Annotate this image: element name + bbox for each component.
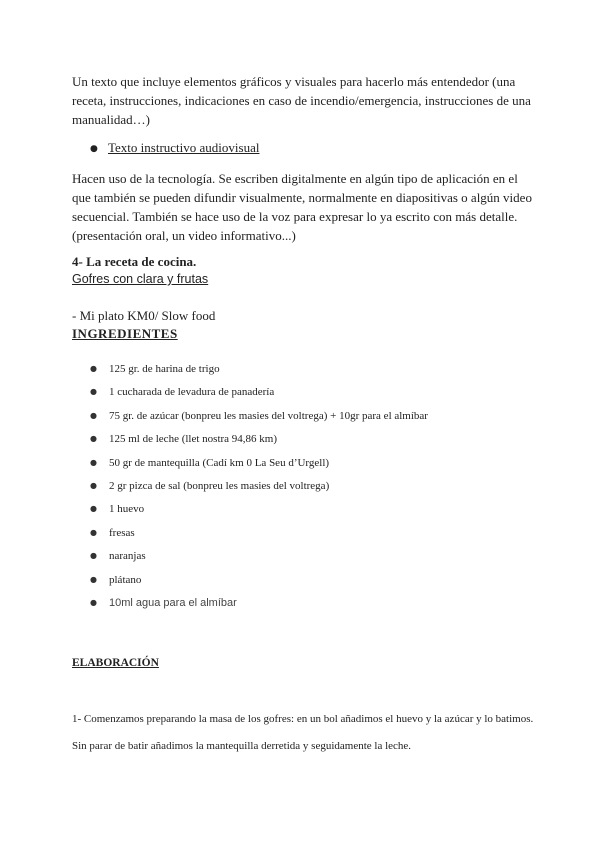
list-item: ● fresas [90,522,428,545]
ingredients-heading: INGREDIENTES [72,326,178,341]
bullet-dot-icon: ● [90,480,97,490]
bullet-dot-icon: ● [90,387,97,397]
bullet-dot-icon: ● [90,457,97,467]
audiovisual-paragraph: Hacen uso de la tecnología. Se escriben digitalmente en algún tipo de aplicación en el que también se pueden difundir visualmente, normalmente en diapositivas o algún video secuencial. También se hace uso de la voz para expresar lo ya escrito con más detalle. (presentación oral, un video informativo...) [72,171,532,243]
bullet-dot-icon: ● [90,434,97,444]
list-item: ● plátano [90,569,428,592]
recipe-subtitle: - Mi plato KM0/ Slow food [72,308,216,323]
elaboration-heading: ELABORACIÓN [72,657,159,669]
list-item: ● naranjas [90,545,428,568]
bullet-dot-icon: ● [90,144,98,154]
bullet-dot-icon: ● [90,410,97,420]
intro-paragraph: Un texto que incluye elementos gráficos y visuales para hacerlo más entendedor (una receta, instrucciones, indicaciones en caso de incendio/emergencia, instrucciones de una manualidad…) [72,74,531,127]
bullet-dot-icon: ● [90,364,97,373]
list-item: ● 125 ml de leche (llet nostra 94,86 km) [90,428,428,451]
step-1-paragraph: 1- Comenzamos preparando la masa de los gofres: en un bol añadimos el huevo y la azúcar y lo batimos. Sin parar de batir añadimos la mantequilla derretida y seguidamente la leche. [72,713,534,752]
bullet-dot-icon: ● [90,551,97,561]
list-item: ● 125 gr. de harina de trigo [90,358,428,381]
ingredients-list [90,358,428,615]
bullet-dot-icon: ● [90,574,97,584]
recipe-title: Gofres con clara y frutas [72,272,209,286]
list-item: ● 10ml agua para el almíbar [90,592,428,615]
list-item: ● 2 gr pizca de sal (bonpreu les masies del voltrega) [90,475,428,498]
bullet-dot-icon: ● [90,527,97,537]
bullet-dot-icon: ● [90,504,97,514]
list-item: ● 75 gr. de azúcar (bonpreu les masies del voltrega) + 10gr para el almíbar [90,405,428,428]
bullet-dot-icon: ● [90,597,97,607]
section-title: 4- La receta de cocina. [72,254,197,269]
list-item: ● 50 gr de mantequilla (Cadí km 0 La Seu d’Urgell) [90,452,428,475]
bullet-audiovisual-label: Texto instructivo audiovisual [108,140,260,155]
list-item: ● 1 cucharada de levadura de panadería [90,381,428,404]
bullet-audiovisual [90,138,259,159]
list-item: ● 1 huevo [90,498,428,521]
